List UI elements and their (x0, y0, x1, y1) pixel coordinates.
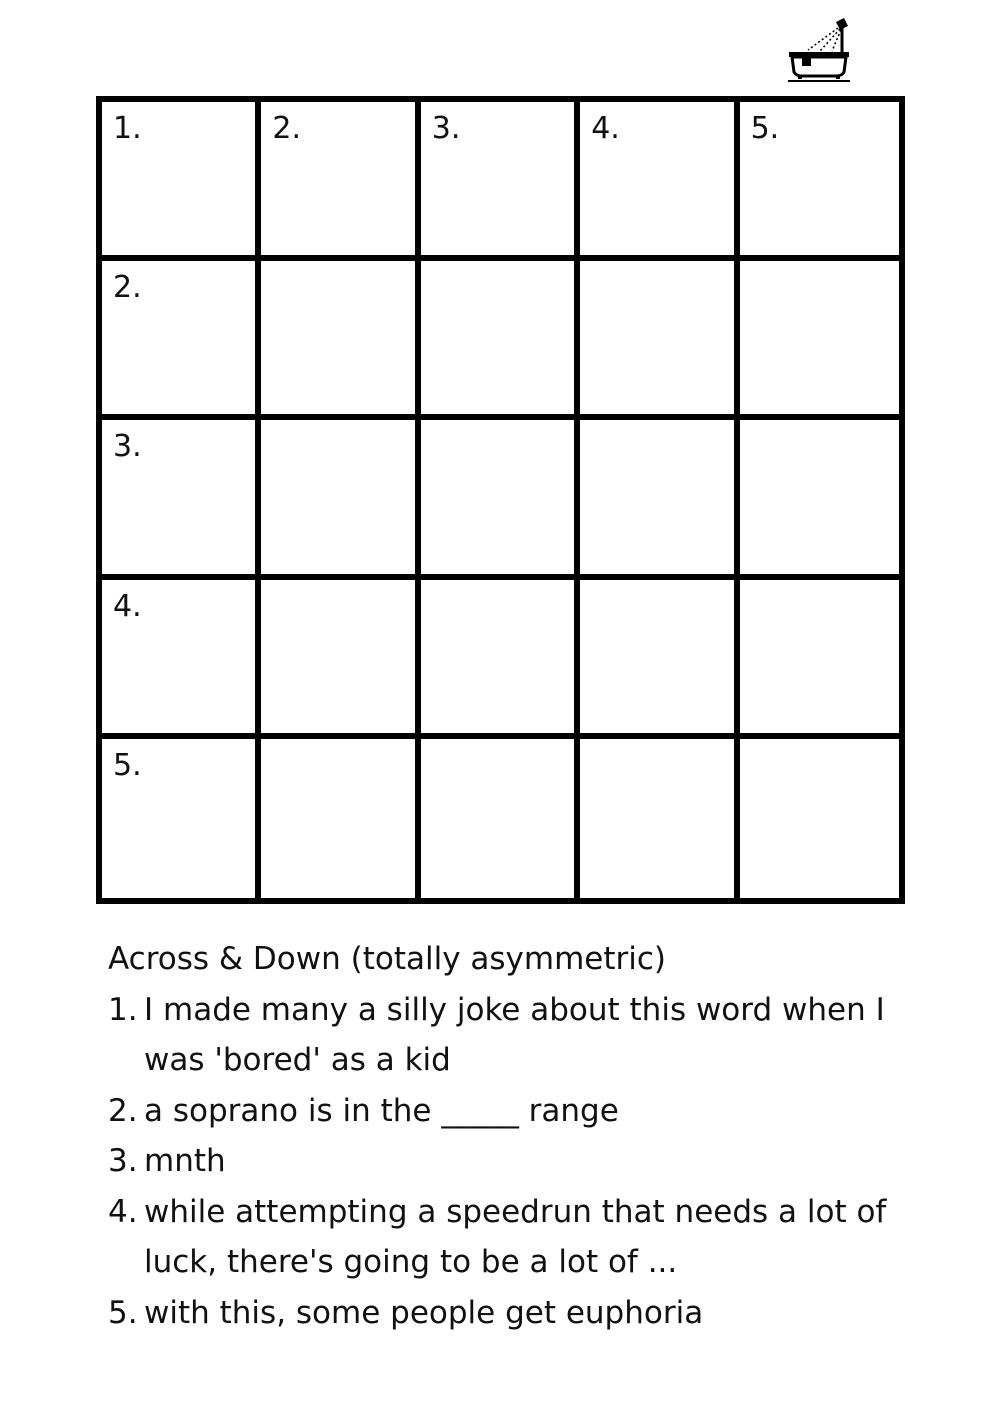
grid-cell[interactable] (740, 102, 899, 261)
cell-number: 2. (113, 270, 142, 306)
clue-item (108, 1288, 908, 1339)
cell-number: 4. (113, 588, 142, 624)
grid-cell[interactable] (421, 261, 580, 420)
grid-cell[interactable] (580, 261, 739, 420)
grid-cell[interactable] (261, 102, 420, 261)
bathtub-shower-icon (786, 16, 852, 84)
grid-cell[interactable] (261, 261, 420, 420)
grid-cell[interactable] (102, 261, 261, 420)
grid-cell[interactable] (740, 580, 899, 739)
clue-text: mnth (144, 1143, 226, 1179)
cell-number: 5. (750, 111, 780, 146)
grid-cell[interactable] (580, 580, 739, 739)
clue-list (108, 985, 908, 1339)
clue-text: while attempting a speedrun that needs a lot of luck, there's going to be a lot of ... (144, 1193, 887, 1280)
grid-cell[interactable] (261, 580, 420, 739)
grid-cell[interactable] (580, 739, 739, 898)
grid-cell[interactable] (421, 739, 580, 898)
grid-cell[interactable] (421, 420, 580, 579)
clue-heading: Across & Down (totally asymmetric) (108, 941, 667, 977)
clue-number: 4. (108, 1193, 138, 1230)
clue-text: with this, some people get euphoria (144, 1294, 704, 1331)
cell-number: 4. (591, 111, 620, 146)
clue-number: 5. (108, 1294, 138, 1331)
cell-number: 5. (113, 747, 142, 783)
crossword-grid (96, 96, 905, 904)
clue-item (108, 1086, 908, 1137)
grid-cell[interactable] (421, 102, 580, 261)
grid-cell[interactable] (580, 420, 739, 579)
clue-number: 1. (108, 991, 138, 1028)
clue-number: 2. (108, 1092, 138, 1129)
clue-item (108, 1136, 908, 1187)
clue-section (108, 934, 908, 1338)
grid-cell[interactable] (261, 739, 420, 898)
grid-cell[interactable] (102, 580, 261, 739)
clue-item (108, 985, 908, 1086)
grid-cell[interactable] (261, 420, 420, 579)
grid-cell[interactable] (102, 420, 261, 579)
grid-cell[interactable] (740, 261, 899, 420)
grid-cell[interactable] (740, 420, 899, 579)
clue-text: I made many a silly joke about this word when I was 'bored' as a kid (144, 991, 885, 1078)
grid-cell[interactable] (421, 580, 580, 739)
grid-cell[interactable] (102, 102, 261, 261)
cell-number: 3. (431, 111, 461, 146)
grid-cell[interactable] (580, 102, 739, 261)
grid-cell[interactable] (740, 739, 899, 898)
cell-number: 3. (113, 429, 142, 465)
grid-cell[interactable] (102, 739, 261, 898)
cell-number: 2. (272, 111, 302, 146)
clue-number: 3. (108, 1143, 138, 1179)
clue-item (108, 1187, 908, 1288)
clue-text: a soprano is in the _____ range (144, 1092, 619, 1129)
cell-number: 1. (113, 111, 142, 146)
